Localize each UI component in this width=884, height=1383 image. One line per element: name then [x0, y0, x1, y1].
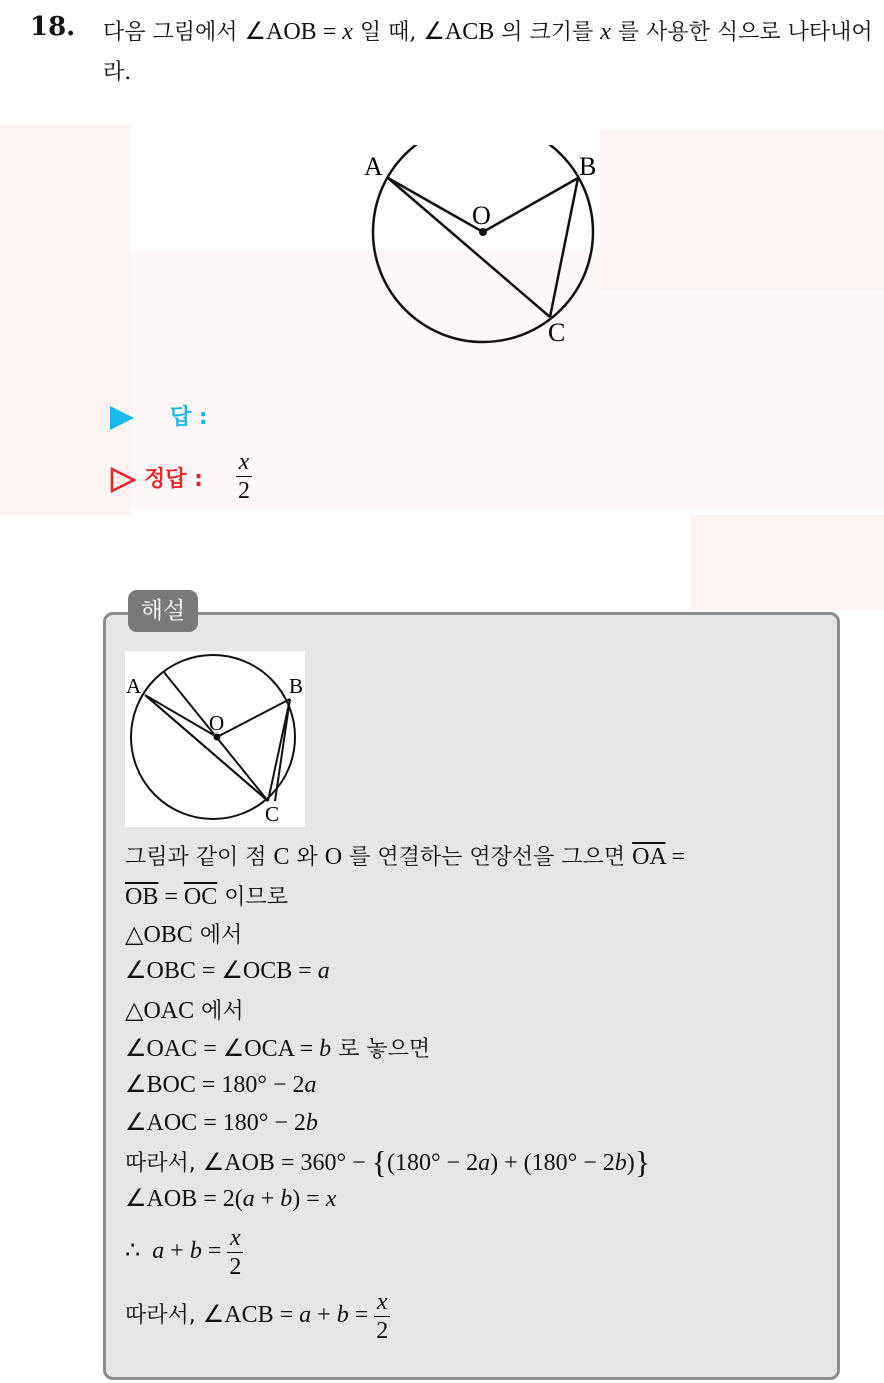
solution-variable: b [614, 1150, 627, 1176]
circle-figure [350, 145, 620, 350]
label-c: C [548, 318, 566, 347]
fraction [227, 1226, 243, 1279]
solution-line [125, 1184, 825, 1213]
correct-answer-label: 정답 : [144, 467, 203, 492]
label-b: B [579, 152, 597, 181]
solution-variable: b [336, 1302, 349, 1329]
solution-variable: b [319, 1036, 332, 1062]
solution-line [125, 1070, 825, 1099]
fraction-denominator: 2 [376, 1318, 389, 1344]
solution-math: = [348, 1302, 375, 1329]
segment-notation: $\overline{OA}$ [632, 844, 666, 870]
label-o: O [472, 201, 491, 230]
solution-text: 이므로 [217, 885, 288, 910]
solution-variable: a [478, 1150, 491, 1176]
solution-text: 와 [289, 845, 325, 870]
solution-line [125, 994, 825, 1025]
solution-math: △OBC [125, 922, 193, 948]
question-text-part: 를 사용한 식으로 나타내어라. [103, 20, 873, 85]
solution-line [125, 1144, 825, 1181]
circle [373, 145, 593, 342]
solution-math: ∠AOB = 360° − [202, 1150, 372, 1176]
question-variable: x [600, 19, 611, 45]
fraction-numerator: x [238, 449, 250, 475]
question-text-part: 의 크기를 [494, 20, 601, 45]
correct-answer-row [110, 462, 203, 493]
solution-math: ∠OBC = ∠OCB = [125, 958, 318, 984]
solution-variable: b [280, 1186, 293, 1212]
fraction [374, 1290, 390, 1343]
solution-text: 에서 [194, 999, 244, 1024]
solution-line [125, 1108, 825, 1137]
fraction-numerator: x [230, 1225, 241, 1251]
solution-math: + [254, 1186, 281, 1212]
solution-variable: x [325, 1186, 337, 1212]
fraction-denominator: 2 [238, 478, 250, 504]
solution-math: ) [626, 1150, 635, 1176]
solution-text: 따라서, [125, 1151, 203, 1176]
answer-row [110, 400, 208, 431]
solution-math: ) + (180° − 2 [490, 1150, 615, 1176]
question-variable: x [342, 19, 353, 45]
solution-text: 그림과 같이 점 [125, 845, 274, 870]
fraction-numerator: x [376, 1289, 388, 1315]
solution-math: ∠BOC = 180° − 2 [125, 1072, 305, 1098]
solution-math: C [273, 844, 290, 870]
segment-notation: $\overline{OB}$ [125, 884, 159, 910]
left-brace: { [371, 1144, 387, 1180]
solution-line [125, 1032, 825, 1063]
solution-variable: b [305, 1110, 318, 1136]
segment-notation: $\overline{OC}$ [183, 884, 218, 910]
solution-math: △OAC [125, 998, 195, 1024]
solution-line [125, 956, 825, 985]
question-number: 18. [30, 12, 76, 42]
solution-text: 에서 [192, 923, 243, 948]
segment-ao [388, 178, 483, 232]
question-text-part: 일 때, [352, 20, 424, 45]
solution-figure [125, 651, 305, 827]
solution-math: = [665, 844, 685, 870]
solution-text: 따라서, [125, 1303, 203, 1329]
answer-label: 답 : [170, 405, 208, 430]
correct-answer-value [236, 450, 252, 503]
solution-variable: a [299, 1302, 312, 1329]
label-a: A [126, 674, 142, 698]
question-math: ∠ACB [423, 19, 495, 45]
solution-variable: b [189, 1238, 202, 1265]
question-text-part: 다음 그림에서 [103, 20, 245, 45]
solution-math: = [201, 1238, 228, 1265]
outline-triangle-icon [110, 467, 136, 493]
solution-variable: a [242, 1186, 255, 1212]
solution-tag: 해설 [128, 590, 198, 632]
solution-line [125, 1226, 825, 1279]
solution-math: ∠ACB = [202, 1302, 300, 1329]
label-a: A [364, 152, 383, 181]
solution-math: O [324, 844, 343, 870]
therefore-symbol: ∴ [125, 1238, 141, 1265]
solution-variable: a [304, 1072, 317, 1098]
label-b: B [289, 674, 304, 698]
solution-variable: a [152, 1238, 165, 1265]
background-patch [690, 515, 884, 610]
solution-math: (180° − 2 [386, 1150, 479, 1176]
fraction-denominator: 2 [229, 1254, 242, 1280]
label-o: O [209, 711, 225, 735]
solution-math: + [164, 1238, 190, 1265]
solution-variable: a [317, 958, 330, 984]
solution-line [125, 918, 825, 949]
solution-line [125, 880, 825, 911]
solution-math: + [311, 1302, 337, 1329]
question-math: ∠AOB = [244, 19, 343, 45]
segment-ac [388, 178, 550, 317]
solution-math: ∠OAC = ∠OCA = [125, 1036, 320, 1062]
solution-text: 를 연결하는 연장선을 그으면 [342, 845, 633, 870]
solution-math: ) = [292, 1186, 326, 1212]
solution-math: ∠AOC = 180° − 2 [125, 1110, 306, 1136]
solution-line [125, 840, 825, 871]
label-c: C [265, 802, 280, 826]
solution-math: ∠AOB = 2( [125, 1186, 243, 1212]
solution-line [125, 1290, 825, 1343]
segment-ob [483, 178, 578, 232]
filled-triangle-icon [110, 406, 134, 430]
right-brace: } [634, 1144, 651, 1180]
solution-text: 로 놓으면 [331, 1037, 431, 1062]
solution-math: = [158, 884, 184, 910]
question-text [103, 12, 873, 93]
